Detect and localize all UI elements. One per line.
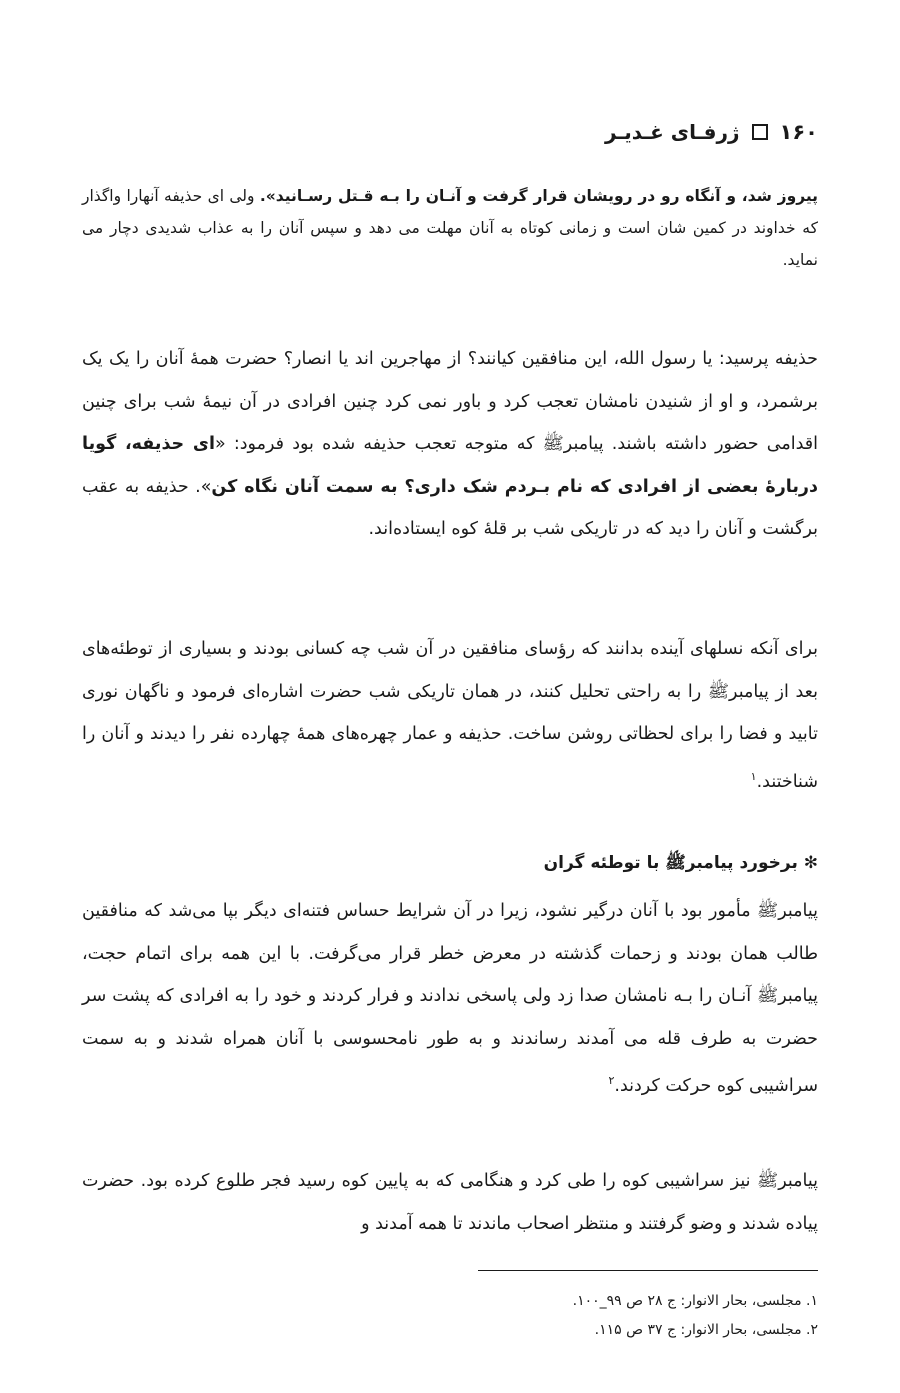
page-number: ۱۶۰ <box>779 120 818 144</box>
paragraph-1 <box>82 338 818 551</box>
asterisk-icon: ✻ <box>797 853 818 873</box>
footnote-1: ۱. مجلسی، بحار الانوار: ج ۲۸ ص ۹۹_۱۰۰. <box>572 1293 818 1309</box>
book-title: ژرفـای غـدیـر <box>604 120 740 144</box>
paragraph-3-text: پیامبرﷺ مأمور بود با آنان درگیر نشود، زیرا در آن شرایط حساس فتنه‌ای دیگر بپا می‌شد که منافقین طالب همان بودند و زحمات گذشته در معرض خطر قرار می‌گرفت. با این همه برای اتمام حجت، پیامبرﷺ آنـان را بـه نامشان صدا زد ولی پاسخی ندادند و فرار کردند و خود را به افرادی که پشت سر حضرت به طرف قله می آمدند رساندند و به طور نامحسوسی با آنان همراه شدند و به سمت سراشیبی کوه حرکت کردند. <box>82 901 818 1096</box>
quote-paragraph <box>82 180 818 276</box>
paragraph-3 <box>82 890 818 1107</box>
section-heading-text: برخورد پیامبرﷺ با توطئه گران <box>543 853 798 873</box>
square-icon <box>752 124 768 140</box>
paragraph-1-text-a: حذیفه پرسید: یا رسول الله، این منافقین کیانند؟ از مهاجرین اند یا انصار؟ حضرت همهٔ آنان را یک یک برشمرد، و او از شنیدن نامشان تعجب کرد و باور نمی کرد چنین افرادی در آن نیمهٔ شب برای چنین اقدامی حضور داشته باشند. پیامبرﷺ که متوجه تعجب حذیفه شده بود فرمود: « <box>82 349 818 454</box>
footnote-ref-2[interactable]: ۲ <box>608 1074 615 1087</box>
paragraph-1-bold-text: ای حذیفه، گویا دربارهٔ بعضی از افرادی که نام بـردم شک داری؟ به سمت آنان نگاه کن <box>82 434 818 497</box>
footnotes <box>573 1287 818 1345</box>
footnote-2: ۲. مجلسی، بحار الانوار: ج ۳۷ ص ۱۱۵. <box>594 1322 818 1338</box>
page-header <box>605 116 818 148</box>
paragraph-2 <box>82 628 818 803</box>
section-heading <box>544 852 818 877</box>
paragraph-4 <box>82 1160 818 1245</box>
quote-bold-text: پیروز شد، و آنگاه رو در رویشان قرار گرفت و آنـان را بـه قـتل رسـانید». <box>259 187 819 205</box>
footnote-divider <box>478 1270 818 1271</box>
footnote-ref-1[interactable]: ۱ <box>750 769 757 783</box>
paragraph-2-text: برای آنکه نسلهای آینده بدانند که رؤسای منافقین در آن شب چه کسانی بودند و بسیاری از توطئه‌های بعد از پیامبرﷺ را به راحتی تحلیل کنند، در همان تاریکی شب حضرت اشاره‌ای فرمود و ناگهان نوری تابید و فضا را برای لحظاتی روشن ساخت. حذیفه و عمار چهره‌های همهٔ چهارده نفر را دیدند و آنان را شناختند. <box>82 639 818 792</box>
paragraph-1-text-b: ». حذیفه به عقب برگشت و آنان را دید که در تاریکی شب بر قلهٔ کوه ایستاده‌اند. <box>82 476 818 539</box>
quote-text: ولی ای حذیفه آنهارا واگذار که خداوند در کمین شان است و زمانی کوتاه به آنان مهلت می دهد و سپس آنان را به عذاب شدیدی دچار می نماید. <box>82 187 818 269</box>
paragraph-4-text: پیامبرﷺ نیز سراشیبی کوه را طی کرد و هنگامی که به پایین کوه رسید فجر طلوع کرده بود. حضرت پیاده شدند و وضو گرفتند و منتظر اصحاب ماندند تا همه آمدند و <box>82 1171 818 1234</box>
